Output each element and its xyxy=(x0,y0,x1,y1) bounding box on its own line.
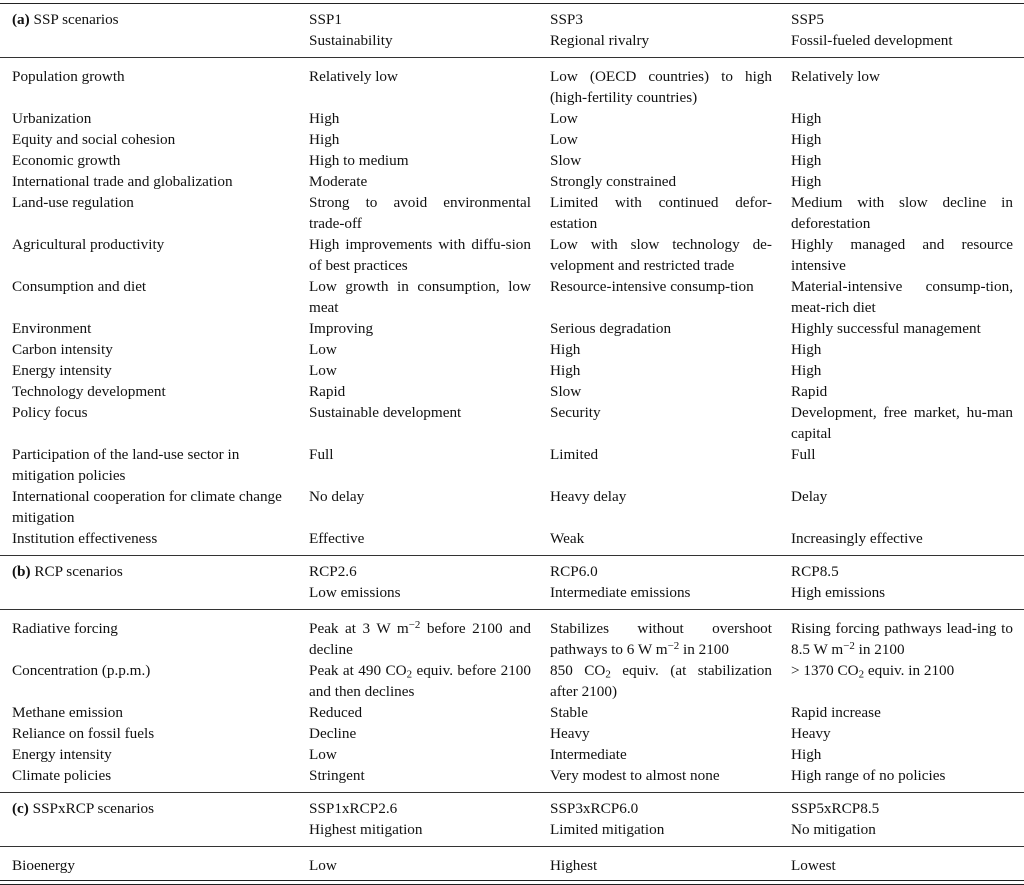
row-label: Methane emission xyxy=(12,704,123,721)
row-value: Full xyxy=(791,446,816,463)
row-label: Environment xyxy=(12,320,92,337)
row-label: Urbanization xyxy=(12,110,92,127)
row-value: High xyxy=(309,131,340,148)
row-value: Low growth in consumption, low meat xyxy=(309,278,531,316)
row-label: Carbon intensity xyxy=(12,341,113,358)
row-value: Rising forcing pathways lead-ing to 8.5 W $m^{-2}$ in 2100 xyxy=(791,620,1013,658)
row-value: Material-intensive consump-tion, meat-rich diet xyxy=(791,278,1013,316)
row-value: Strongly constrained xyxy=(550,173,677,190)
row-label: Concentration (p.p.m.) xyxy=(12,662,151,679)
row-value: Low xyxy=(309,362,337,379)
row-value: Heavy xyxy=(550,725,590,742)
row-value: High to medium xyxy=(309,152,409,169)
row-value: High xyxy=(309,110,340,127)
row-value: Low xyxy=(309,341,337,358)
section-a-header-rule xyxy=(0,57,1024,58)
row-value: Resource-intensive consump-tion xyxy=(550,278,754,295)
row-value: Highly successful management xyxy=(791,320,981,337)
table-row xyxy=(0,234,1024,276)
row-value: Highly managed and resource intensive xyxy=(791,236,1013,274)
row-value: Delay xyxy=(791,488,828,505)
row-value: High improvements with diffu-sion of best practices xyxy=(309,236,531,274)
row-value: High xyxy=(791,131,822,148)
row-value: Highest xyxy=(550,857,598,874)
section-c-title xyxy=(12,798,290,819)
row-value: Decline xyxy=(309,725,357,742)
row-value: Low xyxy=(309,746,337,763)
row-value: Limited with continued defor-estation xyxy=(550,194,772,232)
row-value: Moderate xyxy=(309,173,368,190)
row-label: Technology development xyxy=(12,383,166,400)
table-row xyxy=(0,486,1024,528)
row-label: Reliance on fossil fuels xyxy=(12,725,155,742)
section-c-label: SSPxRCP scenarios xyxy=(32,800,155,817)
row-value: Stringent xyxy=(309,767,365,784)
table-row xyxy=(0,192,1024,234)
header-ssp3: SSP3 Regional rivalry xyxy=(550,11,650,49)
section-a-header xyxy=(0,9,1024,51)
row-value: Rapid increase xyxy=(791,704,881,721)
row-value: Peak at 3 W $m^{-2}$ before 2100 and decline xyxy=(309,619,531,658)
section-a-body xyxy=(0,66,1024,549)
row-value: Rapid xyxy=(309,383,346,400)
section-b-header-rule xyxy=(0,609,1024,610)
section-b-header xyxy=(0,561,1024,603)
section-a-letter: (a) xyxy=(12,11,30,28)
table-row xyxy=(0,318,1024,339)
row-value: High xyxy=(791,746,822,763)
table-row xyxy=(0,528,1024,549)
row-value: High xyxy=(791,362,822,379)
header-ssp1: SSP1 Sustainability xyxy=(309,11,393,49)
table-row xyxy=(0,618,1024,660)
row-value: Relatively low xyxy=(791,68,880,85)
row-value: Low xyxy=(550,131,578,148)
row-value: High xyxy=(791,173,822,190)
row-value: High range of no policies xyxy=(791,767,946,784)
row-value: High xyxy=(791,152,822,169)
row-value: Security xyxy=(550,404,601,421)
row-value: Development, free market, hu-man capital xyxy=(791,404,1013,442)
row-value: 850 $CO_2$ equiv. (at stabilization after 2100) xyxy=(550,662,772,700)
row-value: No delay xyxy=(309,488,365,505)
row-value: High xyxy=(550,341,581,358)
table-row xyxy=(0,108,1024,129)
row-value: Slow xyxy=(550,383,582,400)
section-c-top-rule xyxy=(0,792,1024,793)
section-a-title xyxy=(12,9,290,30)
row-label: Land-use regulation xyxy=(12,194,134,211)
row-value: Heavy xyxy=(791,725,831,742)
row-value: Reduced xyxy=(309,704,363,721)
row-value: Very modest to almost none xyxy=(550,767,720,784)
table-row xyxy=(0,855,1024,876)
row-value: High xyxy=(550,362,581,379)
section-a-label: SSP scenarios xyxy=(33,11,119,28)
row-value: Increasingly effective xyxy=(791,530,923,547)
table-row xyxy=(0,129,1024,150)
section-c-body xyxy=(0,855,1024,876)
table-row xyxy=(0,444,1024,486)
row-value: Effective xyxy=(309,530,365,547)
header-ssp5: SSP5 Fossil-fueled development xyxy=(791,11,953,49)
table-row xyxy=(0,360,1024,381)
section-b-top-rule xyxy=(0,555,1024,556)
row-label: Population growth xyxy=(12,68,125,85)
section-c-letter: (c) xyxy=(12,800,29,817)
row-value: Medium with slow decline in deforestation xyxy=(791,194,1013,232)
row-value: Low xyxy=(309,857,337,874)
row-label: Energy intensity xyxy=(12,362,112,379)
row-value: Sustainable development xyxy=(309,404,462,421)
header-ssp5xrcp85: SSP5xRCP8.5 No mitigation xyxy=(791,800,880,838)
row-value: Slow xyxy=(550,152,582,169)
table-row xyxy=(0,339,1024,360)
row-value: Peak at 490 $CO_2$ equiv. before 2100 and then declines xyxy=(309,662,531,700)
table-row xyxy=(0,276,1024,318)
row-value: Low with slow technology de-velopment and restricted trade xyxy=(550,236,772,274)
section-b-label: RCP scenarios xyxy=(34,563,123,580)
row-value: Low (OECD countries) to high (high-fertility countries) xyxy=(550,68,772,106)
row-label: International cooperation for climate change mitigation xyxy=(12,488,282,526)
section-b-rows xyxy=(0,702,1024,786)
row-label: Participation of the land-use sector in mitigation policies xyxy=(12,446,240,484)
table-row xyxy=(0,744,1024,765)
row-label: Institution effectiveness xyxy=(12,530,158,547)
top-rule xyxy=(0,3,1024,4)
row-label: Bioenergy xyxy=(12,857,75,874)
row-label: Energy intensity xyxy=(12,746,112,763)
row-label: Consumption and diet xyxy=(12,278,147,295)
section-c-header xyxy=(0,798,1024,840)
section-b-title xyxy=(12,561,290,582)
row-value: Strong to avoid environmental trade-off xyxy=(309,194,531,232)
row-label: Economic growth xyxy=(12,152,121,169)
row-label: Climate policies xyxy=(12,767,112,784)
table-row xyxy=(0,660,1024,702)
row-value: Weak xyxy=(550,530,585,547)
section-b-body xyxy=(0,618,1024,786)
row-value: Serious degradation xyxy=(550,320,672,337)
section-c-header-rule xyxy=(0,846,1024,847)
table-row xyxy=(0,402,1024,444)
header-ssp3xrcp60: SSP3xRCP6.0 Limited mitigation xyxy=(550,800,665,838)
header-ssp1xrcp26: SSP1xRCP2.6 Highest mitigation xyxy=(309,800,423,838)
header-rcp26: RCP2.6 Low emissions xyxy=(309,563,401,601)
row-label: Equity and social cohesion xyxy=(12,131,176,148)
bottom-rule xyxy=(0,880,1024,885)
row-value: High xyxy=(791,110,822,127)
table-row xyxy=(0,702,1024,723)
table-row xyxy=(0,66,1024,108)
row-value: Full xyxy=(309,446,334,463)
row-value: Relatively low xyxy=(309,68,398,85)
table-row xyxy=(0,171,1024,192)
row-value: Heavy delay xyxy=(550,488,627,505)
row-value: Low xyxy=(550,110,578,127)
row-value: Limited xyxy=(550,446,599,463)
row-value: Rapid xyxy=(791,383,828,400)
header-rcp60: RCP6.0 Intermediate emissions xyxy=(550,563,691,601)
table-row xyxy=(0,723,1024,744)
row-value: High xyxy=(791,341,822,358)
row-value: Lowest xyxy=(791,857,836,874)
table-row xyxy=(0,150,1024,171)
row-label: International trade and globalization xyxy=(12,173,233,190)
row-value: Improving xyxy=(309,320,374,337)
table-row xyxy=(0,381,1024,402)
header-rcp85: RCP8.5 High emissions xyxy=(791,563,886,601)
table-row xyxy=(0,765,1024,786)
row-label: Agricultural productivity xyxy=(12,236,165,253)
row-value: Stabilizes without overshoot pathways to 6 W $m^{-2}$ in 2100 xyxy=(550,620,772,658)
row-value: Intermediate xyxy=(550,746,627,763)
row-label: Radiative forcing xyxy=(12,620,118,637)
row-value: Stable xyxy=(550,704,588,721)
row-label: Policy focus xyxy=(12,404,88,421)
row-value: > 1370 $CO_2$ equiv. in 2100 xyxy=(791,662,955,681)
section-b-letter: (b) xyxy=(12,563,31,580)
